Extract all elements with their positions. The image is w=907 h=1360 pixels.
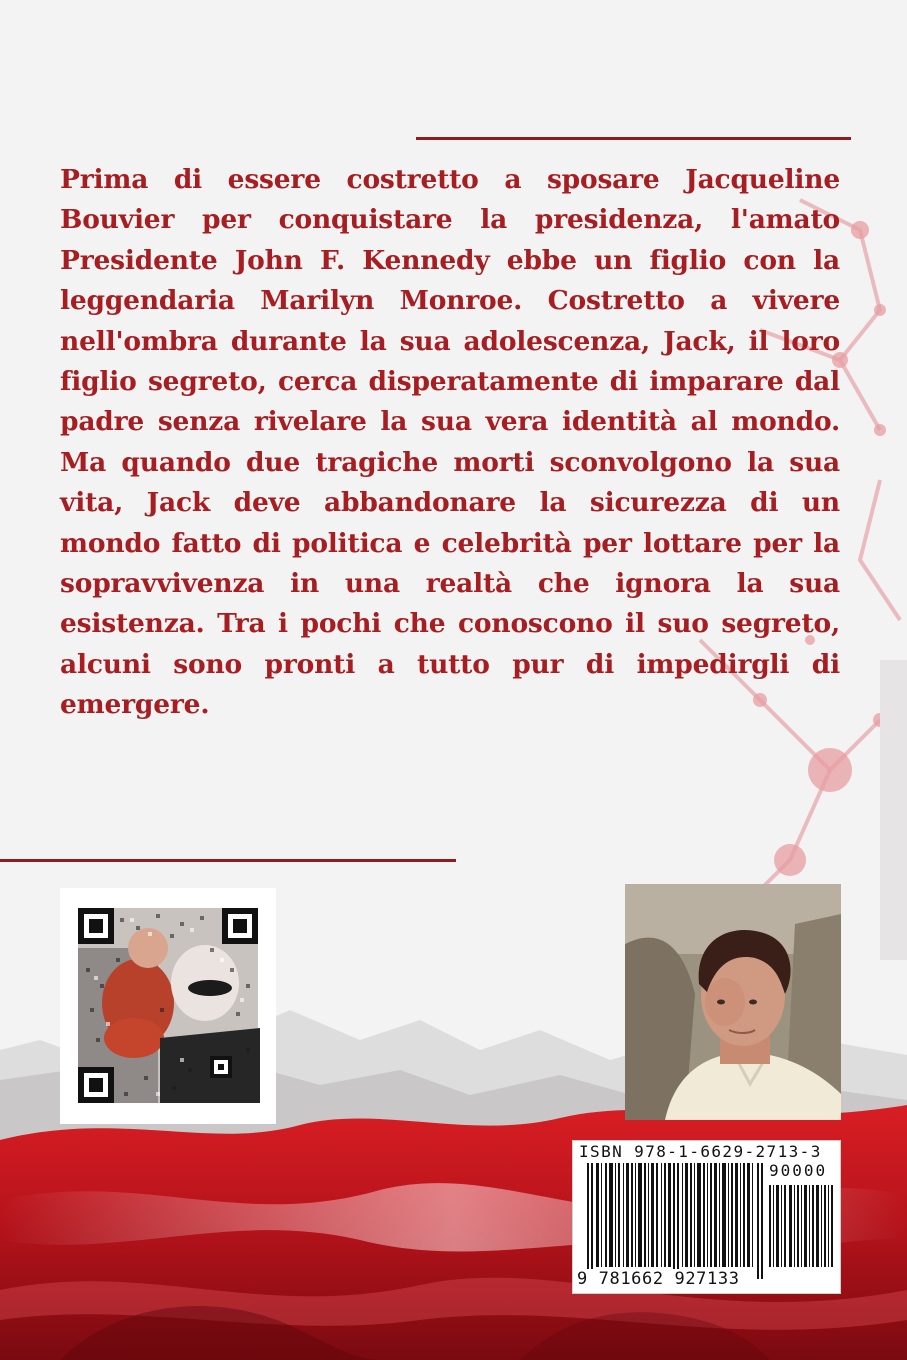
ean-digits: 9 781662 927133 <box>577 1269 740 1289</box>
back-cover-blurb: Prima di essere costretto a sposare Jacqueline Bouvier per conquistare la presidenza, l'amato Presidente John F. Kennedy ebbe un figlio con la leggendaria Marilyn Monroe. Costretto a vivere nell'ombra durante la sua adolescenza, Jack, il loro figlio segreto, cerca disperatamente di imparare dal padre senza rivelare la sua vera identità al mondo. Ma quando due tragiche morti sconvolgono la sua vita, Jack deve abbandonare la sicurezza di un mondo fatto di politica e celebrità per lottare per la sopravvivenza in una realtà che ignora la sua esistenza. Tra i pochi che conoscono il suo segreto, alcuni sono pronti a tutto pur di impedirgli di emergere. <box>60 164 840 721</box>
qr-code[interactable] <box>60 888 276 1124</box>
author-photo <box>625 884 841 1120</box>
bottom-divider-line <box>0 859 456 862</box>
isbn-barcode <box>572 1140 841 1294</box>
price-code: 90000 <box>769 1161 828 1180</box>
isbn-label: ISBN 978-1-6629-2713-3 <box>579 1142 822 1161</box>
top-divider-line <box>416 137 851 140</box>
